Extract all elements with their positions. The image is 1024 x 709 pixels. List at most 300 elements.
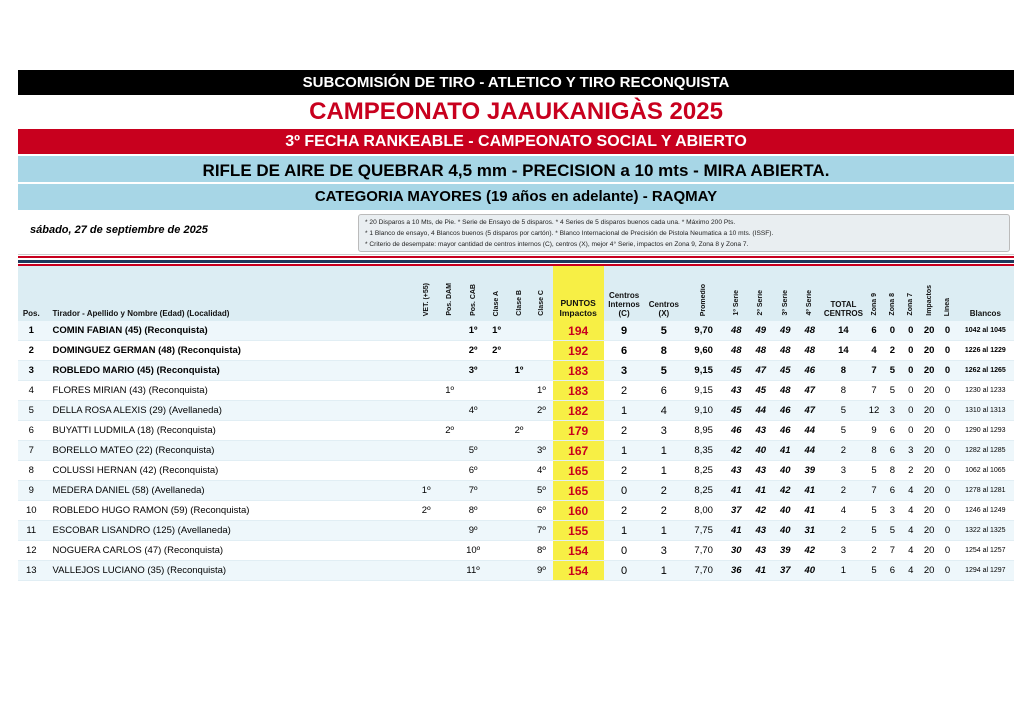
cell-vet (414, 541, 438, 561)
cell-serie-3: 37 (773, 561, 797, 581)
cell-clase-c (530, 361, 552, 381)
col-zona-8: Zona 8 (883, 266, 901, 321)
cell-serie-1: 36 (724, 561, 748, 581)
cell-clase-b (508, 441, 530, 461)
table-row (18, 441, 1014, 461)
cell-zona-8: 0 (883, 321, 901, 341)
cell-name: DELLA ROSA ALEXIS (29) (Avellaneda) (45, 401, 414, 421)
cell-blancos: 1294 al 1297 (957, 561, 1014, 581)
cell-total-centros: 4 (822, 501, 865, 521)
cell-clase-c: 5º (530, 481, 552, 501)
col-clase-a: Clase A (485, 266, 507, 321)
cell-centros: 1 (644, 461, 683, 481)
cell-promedio: 8,25 (683, 461, 724, 481)
cell-centros: 6 (644, 381, 683, 401)
cell-total-centros: 2 (822, 481, 865, 501)
cell-dam (438, 521, 460, 541)
cell-serie-1: 41 (724, 521, 748, 541)
cell-vet (414, 521, 438, 541)
divider-stripes (18, 256, 1014, 266)
cell-vet (414, 441, 438, 461)
cell-puntos: 192 (553, 341, 604, 361)
cell-serie-4: 46 (798, 361, 822, 381)
table-row (18, 321, 1014, 341)
cell-centros: 5 (644, 321, 683, 341)
event-date: sábado, 27 de septiembre de 2025 (30, 224, 208, 236)
cell-name: BORELLO MATEO (22) (Reconquista) (45, 441, 414, 461)
cell-centros-internos: 1 (604, 521, 645, 541)
cell-blancos: 1282 al 1285 (957, 441, 1014, 461)
cell-zona-9: 7 (865, 381, 883, 401)
cell-puntos: 155 (553, 521, 604, 541)
cell-promedio: 7,70 (683, 561, 724, 581)
table-row (18, 461, 1014, 481)
cell-name: ROBLEDO MARIO (45) (Reconquista) (45, 361, 414, 381)
cell-clase-b (508, 561, 530, 581)
cell-linea: 0 (938, 361, 956, 381)
cell-zona-7: 4 (902, 541, 920, 561)
cell-zona-7: 2 (902, 461, 920, 481)
cell-clase-a (485, 541, 507, 561)
cell-serie-4: 48 (798, 321, 822, 341)
cell-zona-8: 5 (883, 361, 901, 381)
cell-total-centros: 3 (822, 541, 865, 561)
cell-impactos: 20 (920, 561, 938, 581)
championship-title: CAMPEONATO JAAUKANIGÀS 2025 (18, 95, 1014, 129)
cell-promedio: 9,70 (683, 321, 724, 341)
cell-serie-3: 46 (773, 421, 797, 441)
cell-puntos: 183 (553, 381, 604, 401)
cell-dam (438, 401, 460, 421)
cell-puntos: 154 (553, 541, 604, 561)
results-table (18, 266, 1014, 581)
table-row (18, 381, 1014, 401)
cell-serie-3: 39 (773, 541, 797, 561)
cell-linea: 0 (938, 501, 956, 521)
cell-linea: 0 (938, 381, 956, 401)
cell-clase-c: 6º (530, 501, 552, 521)
cell-impactos: 20 (920, 461, 938, 481)
cell-puntos: 182 (553, 401, 604, 421)
cell-cab: 6º (461, 461, 485, 481)
cell-cab: 3º (461, 361, 485, 381)
cell-vet (414, 561, 438, 581)
cell-pos: 5 (18, 401, 45, 421)
cell-zona-7: 3 (902, 441, 920, 461)
cell-clase-b (508, 321, 530, 341)
cell-serie-3: 41 (773, 441, 797, 461)
cell-total-centros: 14 (822, 341, 865, 361)
cell-pos: 13 (18, 561, 45, 581)
cell-puntos: 165 (553, 481, 604, 501)
cell-promedio: 9,10 (683, 401, 724, 421)
cell-promedio: 8,00 (683, 501, 724, 521)
cell-zona-7: 4 (902, 521, 920, 541)
cell-total-centros: 14 (822, 321, 865, 341)
cell-clase-a: 1º (485, 321, 507, 341)
cell-serie-2: 40 (749, 441, 773, 461)
cell-centros: 5 (644, 361, 683, 381)
cell-cab: 10º (461, 541, 485, 561)
cell-linea: 0 (938, 321, 956, 341)
cell-name: ESCOBAR LISANDRO (125) (Avellaneda) (45, 521, 414, 541)
cell-promedio: 9,15 (683, 381, 724, 401)
cell-zona-8: 5 (883, 381, 901, 401)
cell-linea: 0 (938, 481, 956, 501)
cell-serie-2: 47 (749, 361, 773, 381)
cell-blancos: 1230 al 1233 (957, 381, 1014, 401)
cell-zona-7: 4 (902, 481, 920, 501)
col-linea: Línea (938, 266, 956, 321)
col-serie-1: 1º Serie (724, 266, 748, 321)
cell-zona-8: 6 (883, 441, 901, 461)
cell-serie-1: 45 (724, 361, 748, 381)
cell-zona-7: 0 (902, 321, 920, 341)
cell-promedio: 8,95 (683, 421, 724, 441)
cell-vet: 1º (414, 481, 438, 501)
cell-name: DOMINGUEZ GERMAN (48) (Reconquista) (45, 341, 414, 361)
info-panel (18, 212, 1014, 255)
cell-zona-9: 5 (865, 521, 883, 541)
cell-zona-9: 5 (865, 461, 883, 481)
cell-pos: 11 (18, 521, 45, 541)
table-row (18, 541, 1014, 561)
cell-clase-b (508, 481, 530, 501)
cell-clase-a (485, 561, 507, 581)
col-zona-9: Zona 9 (865, 266, 883, 321)
cell-promedio: 8,35 (683, 441, 724, 461)
cell-serie-1: 30 (724, 541, 748, 561)
cell-centros-internos: 2 (604, 461, 645, 481)
cell-serie-1: 43 (724, 381, 748, 401)
cell-serie-4: 40 (798, 561, 822, 581)
cell-total-centros: 3 (822, 461, 865, 481)
cell-impactos: 20 (920, 481, 938, 501)
cell-serie-4: 48 (798, 341, 822, 361)
cell-pos: 10 (18, 501, 45, 521)
cell-centros: 8 (644, 341, 683, 361)
cell-cab: 7º (461, 481, 485, 501)
cell-blancos: 1254 al 1257 (957, 541, 1014, 561)
cell-name: VALLEJOS LUCIANO (35) (Reconquista) (45, 561, 414, 581)
rules-notes (358, 214, 1010, 252)
cell-pos: 6 (18, 421, 45, 441)
rules-note: * 20 Disparos a 10 Mts, de Pie. * Serie de Ensayo de 5 disparos. * 4 Series de 5 disparos buenos cada una. * Máximo 200 Pts. (365, 219, 736, 226)
cell-impactos: 20 (920, 361, 938, 381)
cell-dam (438, 321, 460, 341)
cell-cab: 2º (461, 341, 485, 361)
cell-clase-b (508, 501, 530, 521)
cell-pos: 1 (18, 321, 45, 341)
cell-serie-4: 47 (798, 401, 822, 421)
cell-zona-9: 9 (865, 421, 883, 441)
cell-clase-a (485, 381, 507, 401)
col-serie-4: 4º Serie (798, 266, 822, 321)
table-row (18, 361, 1014, 381)
cell-clase-b: 2º (508, 421, 530, 441)
cell-serie-4: 42 (798, 541, 822, 561)
cell-total-centros: 2 (822, 441, 865, 461)
cell-centros: 2 (644, 501, 683, 521)
cell-clase-c: 8º (530, 541, 552, 561)
cell-pos: 4 (18, 381, 45, 401)
cell-puntos: 179 (553, 421, 604, 441)
col-zona-7: Zona 7 (902, 266, 920, 321)
cell-name: NOGUERA CARLOS (47) (Reconquista) (45, 541, 414, 561)
cell-centros-internos: 2 (604, 381, 645, 401)
table-row (18, 341, 1014, 361)
col-impactos: Impactos (920, 266, 938, 321)
cell-serie-2: 42 (749, 501, 773, 521)
cell-pos: 3 (18, 361, 45, 381)
cell-zona-8: 7 (883, 541, 901, 561)
cell-centros: 1 (644, 561, 683, 581)
cell-linea: 0 (938, 341, 956, 361)
cell-linea: 0 (938, 561, 956, 581)
cell-puntos: 160 (553, 501, 604, 521)
cell-serie-3: 48 (773, 381, 797, 401)
cell-puntos: 154 (553, 561, 604, 581)
cell-zona-9: 7 (865, 481, 883, 501)
cell-vet (414, 321, 438, 341)
cell-dam (438, 561, 460, 581)
cell-impactos: 20 (920, 321, 938, 341)
cell-total-centros: 8 (822, 361, 865, 381)
cell-zona-9: 7 (865, 361, 883, 381)
cell-puntos: 165 (553, 461, 604, 481)
cell-clase-b (508, 341, 530, 361)
cell-clase-a (485, 521, 507, 541)
cell-dam (438, 361, 460, 381)
cell-serie-2: 43 (749, 521, 773, 541)
cell-serie-1: 41 (724, 481, 748, 501)
cell-serie-2: 41 (749, 481, 773, 501)
cell-name: COMIN FABIAN (45) (Reconquista) (45, 321, 414, 341)
cell-total-centros: 1 (822, 561, 865, 581)
cell-serie-3: 40 (773, 521, 797, 541)
cell-zona-8: 6 (883, 481, 901, 501)
cell-serie-2: 43 (749, 421, 773, 441)
cell-impactos: 20 (920, 421, 938, 441)
cell-puntos: 183 (553, 361, 604, 381)
cell-dam (438, 461, 460, 481)
cell-centros: 3 (644, 541, 683, 561)
cell-impactos: 20 (920, 401, 938, 421)
cell-zona-9: 2 (865, 541, 883, 561)
cell-clase-b (508, 521, 530, 541)
col-total-centros: TOTAL CENTROS (822, 266, 865, 321)
cell-zona-7: 0 (902, 421, 920, 441)
cell-promedio: 9,60 (683, 341, 724, 361)
cell-serie-2: 44 (749, 401, 773, 421)
cell-cab: 11º (461, 561, 485, 581)
cell-serie-3: 46 (773, 401, 797, 421)
cell-blancos: 1062 al 1065 (957, 461, 1014, 481)
cell-serie-1: 42 (724, 441, 748, 461)
table-row (18, 561, 1014, 581)
cell-clase-a (485, 401, 507, 421)
cell-zona-7: 0 (902, 361, 920, 381)
col-centros-internos: Centros Internos (C) (604, 266, 645, 321)
cell-cab: 1º (461, 321, 485, 341)
cell-clase-a (485, 501, 507, 521)
cell-serie-4: 31 (798, 521, 822, 541)
cell-cab: 8º (461, 501, 485, 521)
cell-name: COLUSSI HERNAN (42) (Reconquista) (45, 461, 414, 481)
table-body (18, 321, 1014, 581)
cell-blancos: 1310 al 1313 (957, 401, 1014, 421)
table-header-row (18, 266, 1014, 321)
rules-note: * 1 Blanco de ensayo, 4 Blancos buenos (5 disparos por cartón). * Blanco Internacional de Precisión de Pistola Neumatica a 10 mts. (ISSF). (365, 230, 774, 237)
cell-clase-c: 1º (530, 381, 552, 401)
cell-vet (414, 401, 438, 421)
cell-blancos: 1290 al 1293 (957, 421, 1014, 441)
cell-centros-internos: 1 (604, 441, 645, 461)
cell-zona-7: 0 (902, 341, 920, 361)
cell-linea: 0 (938, 461, 956, 481)
cell-zona-8: 3 (883, 401, 901, 421)
cell-dam: 2º (438, 421, 460, 441)
cell-clase-c: 2º (530, 401, 552, 421)
cell-zona-8: 6 (883, 421, 901, 441)
cell-serie-1: 37 (724, 501, 748, 521)
cell-cab: 4º (461, 401, 485, 421)
cell-impactos: 20 (920, 501, 938, 521)
subcommission-title: SUBCOMISIÓN DE TIRO - ATLETICO Y TIRO RECONQUISTA (18, 70, 1014, 95)
cell-zona-7: 0 (902, 381, 920, 401)
cell-zona-9: 12 (865, 401, 883, 421)
cell-zona-9: 8 (865, 441, 883, 461)
cell-impactos: 20 (920, 341, 938, 361)
cell-serie-3: 48 (773, 341, 797, 361)
cell-dam (438, 481, 460, 501)
round-title: 3º FECHA RANKEABLE - CAMPEONATO SOCIAL Y ABIERTO (18, 129, 1014, 154)
cell-clase-c (530, 321, 552, 341)
cell-zona-7: 4 (902, 501, 920, 521)
cell-clase-a (485, 461, 507, 481)
cell-name: FLORES MIRIAN (43) (Reconquista) (45, 381, 414, 401)
col-name: Tirador - Apellido y Nombre (Edad) (Localidad) (45, 266, 414, 321)
cell-centros-internos: 0 (604, 541, 645, 561)
cell-pos: 8 (18, 461, 45, 481)
cell-blancos: 1246 al 1249 (957, 501, 1014, 521)
col-blancos: Blancos (957, 266, 1014, 321)
cell-centros: 2 (644, 481, 683, 501)
cell-centros-internos: 9 (604, 321, 645, 341)
cell-pos: 9 (18, 481, 45, 501)
cell-blancos: 1226 al 1229 (957, 341, 1014, 361)
category-title: CATEGORIA MAYORES (19 años en adelante) - RAQMAY (18, 184, 1014, 210)
rules-note: * Criterio de desempate: mayor cantidad de centros internos (C), centros (X), mejor 4° Serie, impactos en Zona 9, Zona 8 y Zona 7. (365, 241, 749, 248)
cell-clase-b (508, 461, 530, 481)
cell-zona-9: 5 (865, 561, 883, 581)
cell-serie-4: 44 (798, 441, 822, 461)
cell-impactos: 20 (920, 541, 938, 561)
cell-cab (461, 421, 485, 441)
col-pos: Pos. (18, 266, 45, 321)
cell-serie-2: 41 (749, 561, 773, 581)
cell-serie-4: 47 (798, 381, 822, 401)
cell-blancos: 1042 al 1045 (957, 321, 1014, 341)
cell-name: MEDERA DANIEL (58) (Avellaneda) (45, 481, 414, 501)
cell-serie-2: 45 (749, 381, 773, 401)
table-row (18, 521, 1014, 541)
cell-name: ROBLEDO HUGO RAMON (59) (Reconquista) (45, 501, 414, 521)
col-dam: Pos. DAM (438, 266, 460, 321)
cell-clase-c: 9º (530, 561, 552, 581)
cell-clase-a (485, 421, 507, 441)
cell-zona-7: 0 (902, 401, 920, 421)
cell-promedio: 8,25 (683, 481, 724, 501)
cell-linea: 0 (938, 441, 956, 461)
col-clase-c: Clase C (530, 266, 552, 321)
cell-dam (438, 541, 460, 561)
cell-serie-4: 41 (798, 481, 822, 501)
cell-clase-c: 3º (530, 441, 552, 461)
cell-serie-1: 48 (724, 341, 748, 361)
cell-zona-9: 6 (865, 321, 883, 341)
col-puntos: PUNTOS Impactos (553, 266, 604, 321)
cell-dam: 1º (438, 381, 460, 401)
cell-serie-4: 44 (798, 421, 822, 441)
cell-total-centros: 8 (822, 381, 865, 401)
cell-serie-1: 46 (724, 421, 748, 441)
col-promedio: Promedio (683, 266, 724, 321)
cell-zona-8: 2 (883, 341, 901, 361)
cell-linea: 0 (938, 541, 956, 561)
cell-linea: 0 (938, 401, 956, 421)
discipline-title: RIFLE DE AIRE DE QUEBRAR 4,5 mm - PRECISION a 10 mts - MIRA ABIERTA. (18, 154, 1014, 184)
cell-promedio: 7,75 (683, 521, 724, 541)
cell-linea: 0 (938, 521, 956, 541)
cell-vet: 2º (414, 501, 438, 521)
cell-clase-a: 2º (485, 341, 507, 361)
cell-impactos: 20 (920, 521, 938, 541)
cell-puntos: 167 (553, 441, 604, 461)
cell-dam (438, 341, 460, 361)
cell-clase-a (485, 361, 507, 381)
cell-total-centros: 2 (822, 521, 865, 541)
col-vet: VET. (+55) (414, 266, 438, 321)
cell-zona-8: 8 (883, 461, 901, 481)
cell-impactos: 20 (920, 441, 938, 461)
cell-promedio: 7,70 (683, 541, 724, 561)
cell-centros-internos: 1 (604, 401, 645, 421)
col-serie-3: 3º Serie (773, 266, 797, 321)
cell-cab: 9º (461, 521, 485, 541)
cell-vet (414, 381, 438, 401)
cell-clase-b (508, 381, 530, 401)
cell-cab: 5º (461, 441, 485, 461)
cell-zona-8: 6 (883, 561, 901, 581)
cell-blancos: 1278 al 1281 (957, 481, 1014, 501)
col-cab: Pos. CAB (461, 266, 485, 321)
cell-serie-2: 43 (749, 461, 773, 481)
cell-clase-a (485, 481, 507, 501)
cell-zona-9: 5 (865, 501, 883, 521)
cell-serie-3: 42 (773, 481, 797, 501)
cell-serie-3: 49 (773, 321, 797, 341)
cell-serie-3: 45 (773, 361, 797, 381)
cell-vet (414, 361, 438, 381)
cell-serie-1: 45 (724, 401, 748, 421)
cell-clase-b (508, 401, 530, 421)
cell-centros-internos: 2 (604, 501, 645, 521)
cell-pos: 2 (18, 341, 45, 361)
cell-serie-2: 49 (749, 321, 773, 341)
cell-centros-internos: 0 (604, 561, 645, 581)
table-row (18, 401, 1014, 421)
